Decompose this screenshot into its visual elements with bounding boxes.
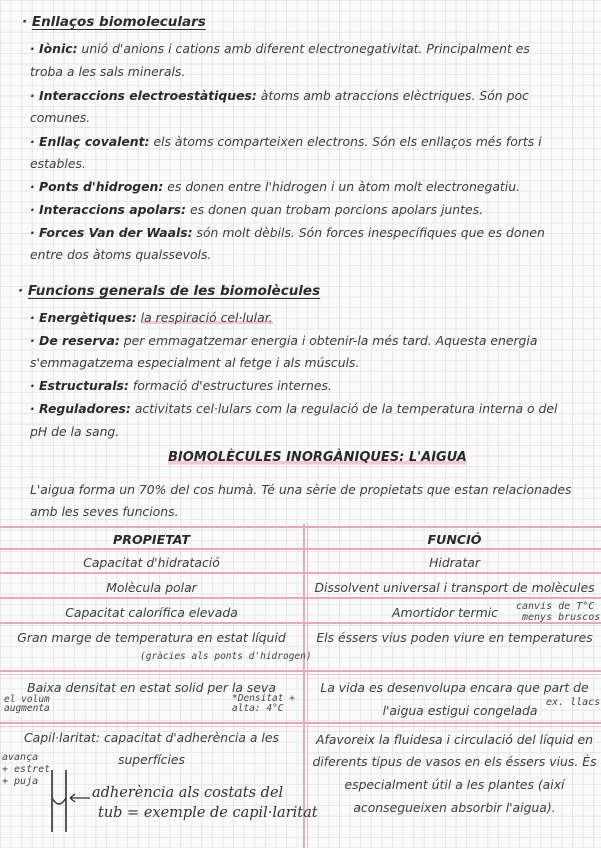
bond-ionic: · Iònic: unió d'anions i cations amb diferent electronegativitat. Principalment es: [30, 41, 530, 56]
row-capillarity-function-1: Afavoreix la fluidesa i circulació del líquid en: [316, 732, 593, 747]
bonds-heading: · Enllaços biomoleculars: [22, 14, 206, 30]
row-polar-function: Dissolvent universal i transport de molècules: [314, 580, 595, 595]
row-hydration-function: Hidratar: [429, 555, 480, 570]
function-regulatory-cont: pH de la sang.: [30, 424, 120, 439]
bond-hydrogen: · Ponts d'hidrogen: es donen entre l'hidrogen i un àtom molt electronegatiu.: [30, 179, 521, 194]
row-capillarity-function-4: aconsegueixen absorbir l'aigua).: [353, 800, 556, 815]
volum-note: el volum augmenta: [4, 694, 50, 714]
bond-vanderwaals-cont: entre dos àtoms qualssevols.: [30, 247, 212, 262]
row-heat-property: Capacitat calorífica elevada: [65, 605, 238, 620]
water-title: BIOMOLÈCULES INORGÀNIQUES: L'AIGUA: [168, 450, 467, 465]
temp-note: (gràcies als ponts d'hidrogen): [140, 651, 312, 662]
header-function: FUNCIÓ: [427, 532, 482, 547]
bond-vanderwaals: · Forces Van der Waals: són molt dèbils. Són forces inespecífiques que es donen: [30, 225, 545, 240]
bond-ionic-cont: troba a les sals minerals.: [30, 64, 186, 79]
bond-ionic-text: unió d'anions i cations amb diferent electronegativitat. Principalment es: [81, 41, 530, 56]
functions-heading: · Funcions generals de les biomolècules: [18, 283, 321, 299]
water-intro-2: amb les seves funcions.: [30, 504, 179, 519]
bond-electrostatic: · Interaccions electroestàtiques: àtoms amb atraccions elèctriques. Són poc: [30, 88, 529, 103]
row-capillarity-function-2: diferents tipus de vasos en els éssers vius. És: [312, 754, 597, 769]
density-note: *Densitat + alta: 4°C: [232, 693, 295, 714]
function-energetic: · Energètiques: la respiració cel·lular.: [30, 310, 273, 325]
bond-apolar: · Interaccions apolars: es donen quan trobam porcions apolars juntes.: [30, 202, 484, 217]
ex-note: ex. llacs: [546, 697, 601, 708]
row-density-function-1: La vida es desenvolupa encara que part de: [320, 680, 589, 695]
function-structural: · Estructurals: formació d'estructures internes.: [30, 378, 332, 393]
bond-covalent: · Enllaç covalent: els àtoms comparteixen electrons. Són els enllaços més forts i: [30, 134, 542, 149]
function-reserve: · De reserva: per emmagatzemar energia i obtenir-la més tard. Aquesta energia: [30, 333, 538, 348]
row-capillarity-property-1: Capil·laritat: capacitat d'adherència a les: [24, 730, 279, 745]
bond-covalent-cont: estables.: [30, 156, 86, 171]
capillary-tube-sketch: [40, 762, 100, 842]
row-hydration-property: Capacitat d'hidratació: [83, 555, 220, 570]
capillarity-side-note: avança + estret + puja: [2, 752, 51, 787]
row-temp-property: Gran marge de temperatura en estat líquid: [17, 630, 286, 645]
bond-electrostatic-cont: comunes.: [30, 110, 91, 125]
calor-note: canvis de T°C menys bruscos: [516, 601, 601, 623]
row-temp-function: Els éssers vius poden viure en temperatures: [316, 630, 593, 645]
header-property: PROPIETAT: [113, 532, 190, 547]
row-polar-property: Molècula polar: [106, 580, 197, 595]
row-density-property: Baixa densitat en estat solid per la seva: [27, 680, 276, 695]
water-intro-1: L'aigua forma un 70% del cos humà. Té una sèrie de propietats que estan relacionades: [30, 482, 572, 497]
capillarity-note: adherència als costats del tub = exemple de capil·laritat: [92, 785, 318, 821]
row-density-function-2: l'aigua estigui congelada: [382, 703, 538, 718]
row-heat-function: Amortidor termic: [392, 605, 498, 620]
function-reserve-cont: s'emmagatzema especialment al fetge i als músculs.: [30, 355, 360, 370]
row-capillarity-function-3: especialment útil a les plantes (així: [344, 777, 565, 792]
row-capillarity-property-2: superfícies: [117, 752, 186, 767]
function-regulatory: · Reguladores: activitats cel·lulars com la regulació de la temperatura interna o del: [30, 401, 558, 416]
